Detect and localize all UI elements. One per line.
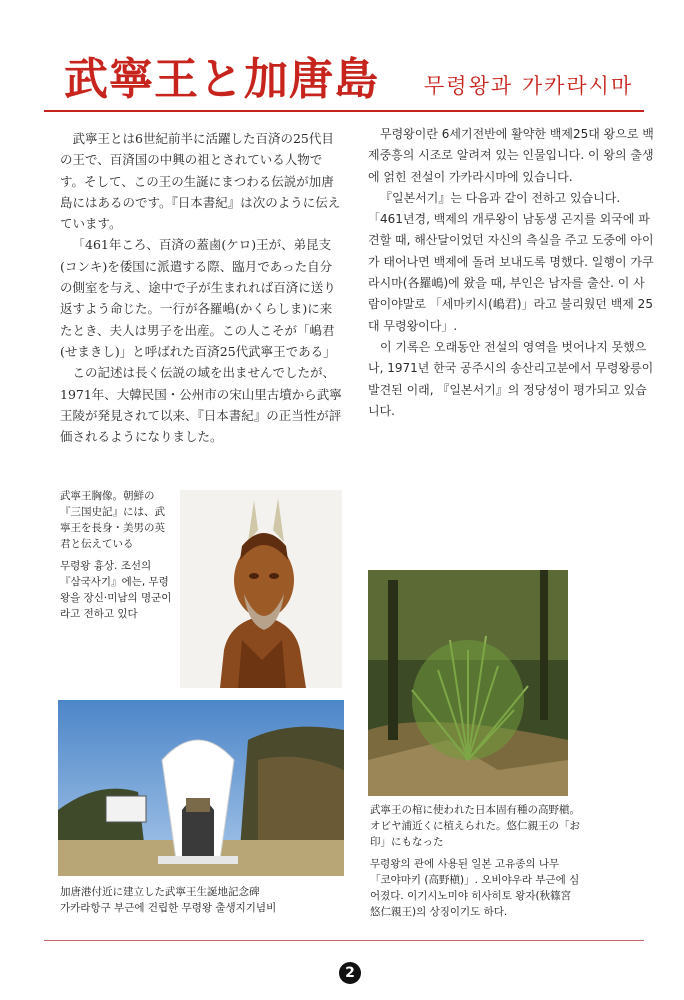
korean-paragraph-1: 무령왕이란 6세기전반에 활약한 백제25대 왕으로 백제중흥의 시조로 알려져 있는 인물입니다. 이 왕의 출생에 얽힌 전설이 가카라시마에 있습니다. <box>368 127 654 184</box>
japanese-paragraph-2: 「461年ころ、百済の蓋鹵(ケロ)王が、弟昆支(コンキ)を倭国に派遣する際、臨月であった自分の側室を与え、途中で子が生まれれば百済に送り返すよう命じた。一行が各羅嶋(かくらしま)に来たとき、夫人は男子を出産。この人こそが「嶋君(せまきし)」と呼ばれた百済25代武寧王である」 <box>60 237 336 359</box>
page-number: 2 <box>339 962 361 984</box>
korean-paragraph-3: 이 기록은 오래동안 전설의 영역을 벗어나지 못했으나, 1971년 한국 공주시의 송산리고분에서 무령왕릉이 발견된 이래, 『일본서기』의 정당성이 평가되고 있습니다. <box>368 339 654 418</box>
japanese-paragraph-3: この記述は長く伝説の域を出ませんでしたが、1971年、大韓民国・公州市の宋山里古墳から武寧王陵が発見されて以来、『日本書紀』の正当性が評価されるようになりました。 <box>60 365 342 445</box>
title-row <box>44 52 644 112</box>
korean-text-column <box>368 124 656 422</box>
bust-photo <box>180 490 342 688</box>
page-title: 武寧王と加唐島 <box>64 54 379 105</box>
bottom-rule <box>44 940 644 941</box>
tree-caption <box>370 802 580 920</box>
japanese-text-column <box>60 128 343 447</box>
bust-caption-ja: 武寧王胸像。朝鮮の『三国史記』には、武寧王を長身・美男の英君と伝えている <box>60 490 165 550</box>
title-rule <box>44 110 644 112</box>
monument-caption-ja: 加唐港付近に建立した武寧王生誕地記念碑 <box>60 886 260 898</box>
japanese-paragraph-1: 武寧王とは6世紀前半に活躍した百済の25代目の王で、百済国の中興の祖とされている人物です。そして、この王の生誕にまつわる伝説が加唐島にはあるのです。『日本書紀』は次のように伝えています。 <box>60 131 341 232</box>
tree-photo <box>368 570 568 796</box>
monument-caption <box>60 884 350 916</box>
page-title-korean: 무령왕과 가카라시마 <box>424 74 634 98</box>
tree-caption-ja: 武寧王の棺に使われた日本固有種の高野槇。オビヤ浦近くに植えられた。悠仁親王の「お印」にもなった <box>370 804 580 848</box>
bust-caption <box>60 488 172 622</box>
tree-caption-ko: 무령왕의 관에 사용된 일본 고유종의 나무 「코야마키 (高野槇)」. 오비야우라 부근에 심어졌다. 이기시노미야 히사히토 왕자(秋篠宮悠仁親王)의 상징이기도 하다. <box>370 858 580 918</box>
monument-caption-ko: 가카라항구 부근에 건립한 무령왕 출생지기념비 <box>60 902 277 914</box>
bust-caption-ko: 무령왕 흉상. 조선의 『삼국사기』에는, 무령왕을 장신·미남의 명군이라고 전하고 있다 <box>60 560 172 620</box>
monument-photo <box>58 700 344 876</box>
korean-paragraph-2: 『일본서기』는 다음과 같이 전하고 있습니다. 「461년경, 백제의 개루왕이 남동생 곤지를 외국에 파견할 때, 해산달이었던 자신의 측실을 주고 도중에 아이가 태어나면 백제에 돌려 보내도록 명했다. 일행이 가쿠라시마(各羅嶋)에 왔을 때, 부인은 남자를 출산. 이 사람이야말로 「세마키시(嶋君)」라고 불리웠던 백제 25대 무령왕이다」. <box>368 190 654 333</box>
